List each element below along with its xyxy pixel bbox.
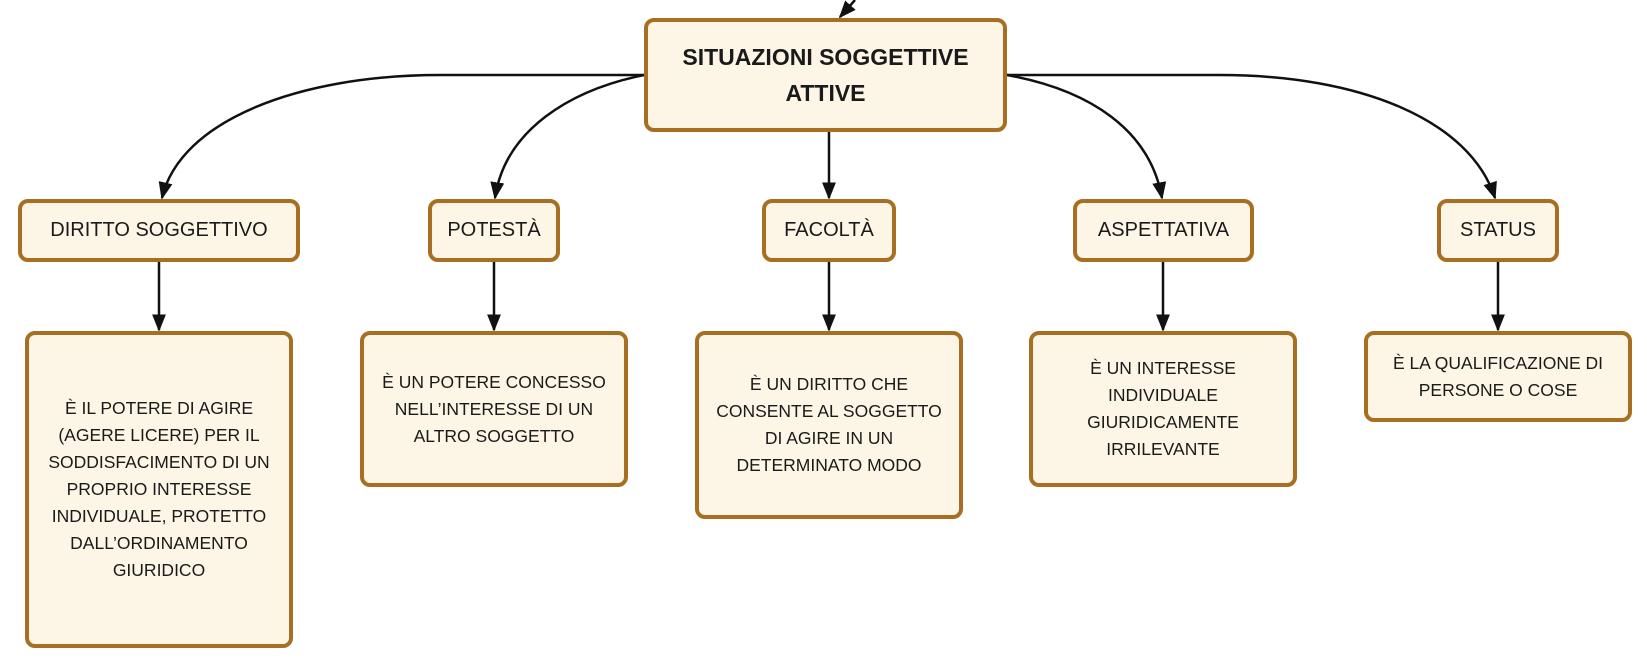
node-facolta: FACOLTÀ [762, 199, 896, 262]
node-diritto-soggettivo: DIRITTO SOGGETTIVO [18, 199, 300, 262]
root-node: SITUAZIONI SOGGETTIVE ATTIVE [644, 18, 1007, 132]
desc-diritto-soggettivo: È IL POTERE DI AGIRE (AGERE LICERE) PER IL SODDISFACIMENTO DI UN PROPRIO INTERESSE INDIVIDUALE, PROTETTO DALL’ORDINAMENTO GIURIDICO [25, 331, 293, 648]
edge-root-aspettativa [1007, 75, 1162, 198]
edge-root-status [1007, 75, 1495, 198]
node-aspettativa: ASPETTATIVA [1073, 199, 1254, 262]
node-status: STATUS [1437, 199, 1559, 262]
desc-facolta: È UN DIRITTO CHE CONSENTE AL SOGGETTO DI AGIRE IN UN DETERMINATO MODO [695, 331, 963, 519]
node-potesta: POTESTÀ [428, 199, 560, 262]
desc-status: È LA QUALIFICAZIONE DI PERSONE O COSE [1364, 331, 1632, 422]
edge-root-diritto-soggettivo [162, 75, 644, 198]
incoming-edge [840, 0, 855, 17]
edge-root-potesta [495, 75, 644, 198]
desc-aspettativa: È UN INTERESSE INDIVIDUALE GIURIDICAMENTE IRRILEVANTE [1029, 331, 1297, 487]
desc-potesta: È UN POTERE CONCESSO NELL’INTERESSE DI UN ALTRO SOGGETTO [360, 331, 628, 487]
